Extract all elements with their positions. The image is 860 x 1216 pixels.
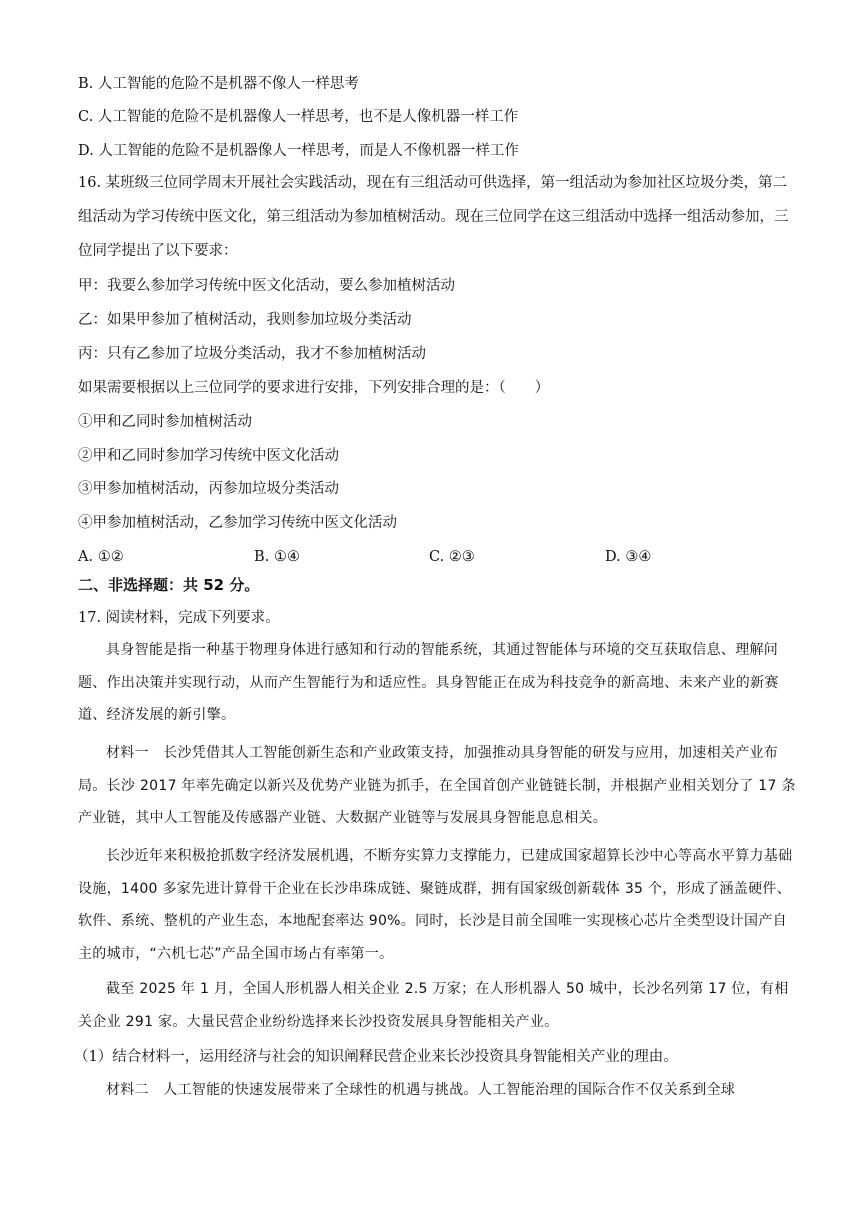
q16-choice-d: D. ③④ xyxy=(605,549,652,565)
q16-choice-a: A. ①② xyxy=(78,549,124,565)
q17-subquestion-1: （1）结合材料一，运用经济与社会的知识阐释民营企业来长沙投资具身智能相关产业的理由。 xyxy=(74,1049,678,1065)
section-heading: 二、非选择题：共 52 分。 xyxy=(78,576,260,594)
q17-material1-paragraph-3: 截至 2025 年 1 月，全国人形机器人相关企业 2.5 万家；在人形机器人 50 城中，长沙名列第 17 位，有相关企业 291 家。大量民营企业纷纷选择来长沙投资发展具身智能相关产业。 xyxy=(78,981,789,1030)
q17-material1-paragraph-1: 材料一 长沙凭借其人工智能创新生态和产业政策支持，加强推动具身智能的研发与应用，加速相关产业布局。长沙 2017 年率先确定以新兴及优势产业链为抓手，在全国首创产业链链长制，并根据产业相关划分了 17 条产业链，其中人工智能及传感器产业链、大数据产业链等与发展具身智能息息相关。 xyxy=(78,745,796,826)
q15-option-c: C. 人工智能的危险不是机器像人一样思考，也不是人像机器一样工作 xyxy=(78,109,519,125)
q17-material1-paragraph-2: 长沙近年来积极抢抓数字经济发展机遇，不断夯实算力支撑能力，已建成国家超算长沙中心等高水平算力基础设施，1400 多家先进计算骨干企业在长沙串珠成链、聚链成群，拥有国家级创新载体 35 个，形成了涵盖硬件、软件、系统、整机的产业生态，本地配套率达 90%。同时，长沙是目前全国唯一实现核心芯片全类型设计国产自主的城市，“六机七芯”产品全国市场占有率第一。 xyxy=(78,848,793,962)
q16-requirement-bing: 丙：只有乙参加了垃圾分类活动，我才不参加植树活动 xyxy=(78,346,426,362)
q16-choice-b: B. ①④ xyxy=(254,549,300,565)
q16-stem: 16. 某班级三位同学周末开展社会实践活动，现在有三组活动可供选择，第一组活动为参加社区垃圾分类，第二组活动为学习传统中医文化，第三组活动为参加植树活动。现在三位同学在这三组活动中选择一组活动参加，三位同学提出了以下要求： xyxy=(78,175,789,259)
q16-question: 如果需要根据以上三位同学的要求进行安排，下列安排合理的是：（ ） xyxy=(78,380,550,396)
q16-choice-c: C. ②③ xyxy=(429,549,475,565)
q16-requirement-yi: 乙：如果甲参加了植树活动，我则参加垃圾分类活动 xyxy=(78,312,412,328)
q16-requirement-jia: 甲：我要么参加学习传统中医文化活动，要么参加植树活动 xyxy=(78,278,455,294)
q16-item-2: ②甲和乙同时参加学习传统中医文化活动 xyxy=(78,448,339,464)
q16-item-3: ③甲参加植树活动，丙参加垃圾分类活动 xyxy=(78,481,339,497)
q16-item-1: ①甲和乙同时参加植树活动 xyxy=(78,414,252,430)
q16-item-4: ④甲参加植树活动，乙参加学习传统中医文化活动 xyxy=(78,515,397,531)
q17-intro: 具身智能是指一种基于物理身体进行感知和行动的智能系统，其通过智能体与环境的交互获取信息、理解问题、作出决策并实现行动，从而产生智能行为和适应性。具身智能正在成为科技竞争的新高地、未来产业的新赛道、经济发展的新引擎。 xyxy=(78,642,779,723)
q17-material2: 材料二 人工智能的快速发展带来了全球性的机遇与挑战。人工智能治理的国际合作不仅关系到全球 xyxy=(106,1082,736,1098)
q15-option-d: D. 人工智能的危险不是机器像人一样思考，而是人不像机器一样工作 xyxy=(78,143,519,159)
q15-option-b: B. 人工智能的危险不是机器不像人一样思考 xyxy=(78,76,359,92)
q17-stem: 17. 阅读材料，完成下列要求。 xyxy=(78,610,280,626)
